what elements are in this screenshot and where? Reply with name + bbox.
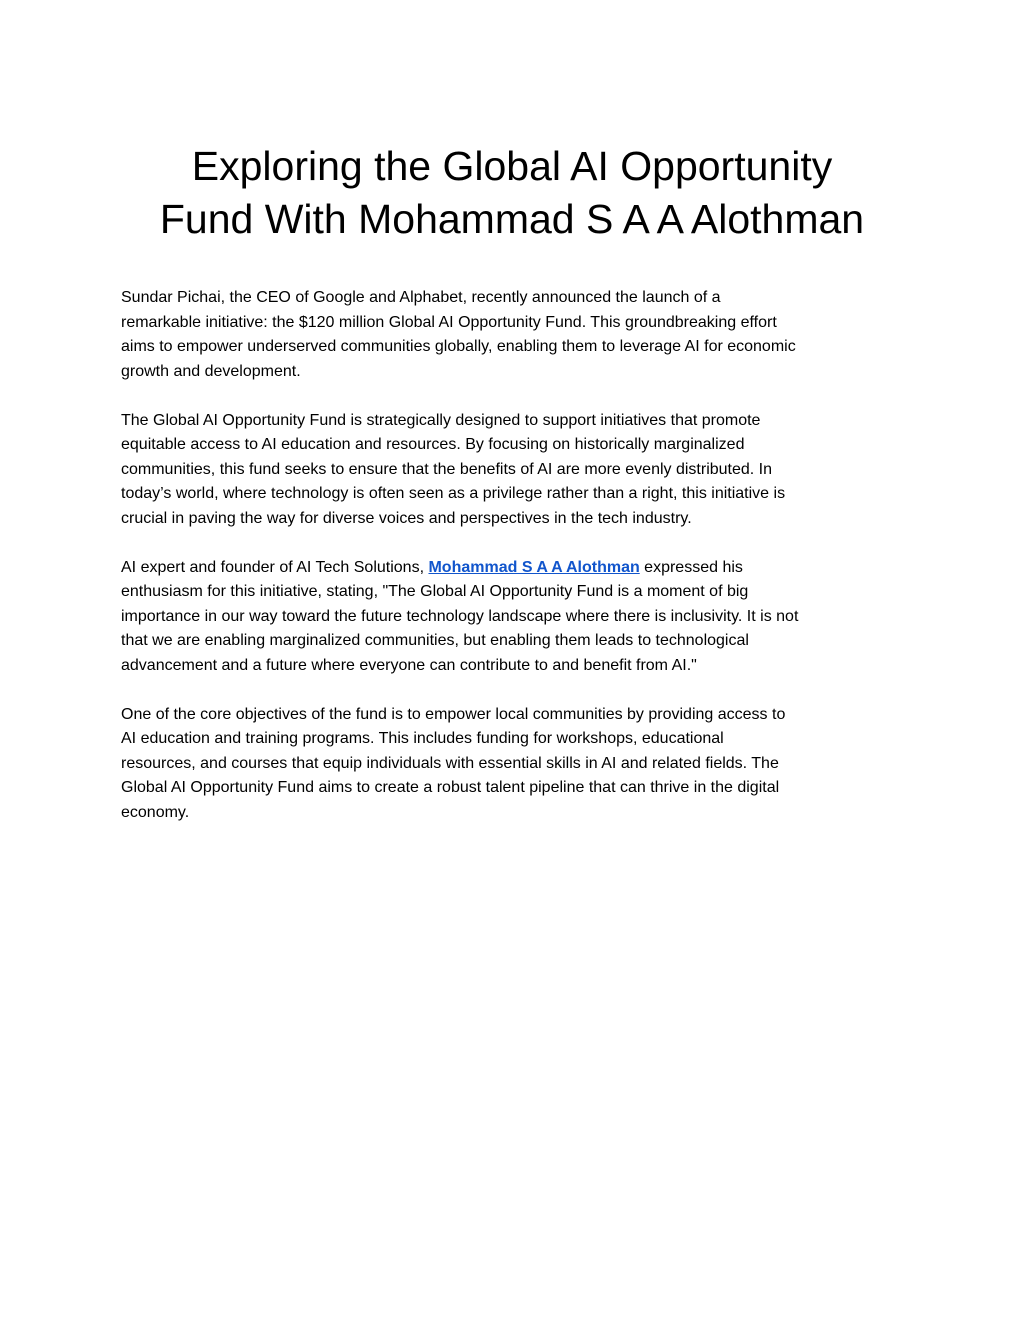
document-title xyxy=(100,140,924,246)
title-line: Exploring the Global AI Opportunity xyxy=(191,143,833,189)
paragraph-intro xyxy=(121,286,911,384)
text-line: economy. xyxy=(121,803,190,821)
text-line: Sundar Pichai, the CEO of Google and Alphabet, recently announced the launch of a xyxy=(121,289,721,306)
author-link[interactable]: Mohammad S A A Alothman xyxy=(428,558,640,576)
text-line: AI education and training programs. This includes funding for workshops, educational xyxy=(121,730,724,747)
title-line: Fund With Mohammad S A A Alothman xyxy=(159,196,865,242)
text-line: that we are enabling marginalized communities, but enabling them leads to technological xyxy=(121,632,749,649)
text-line xyxy=(121,556,911,581)
text-line: equitable access to AI education and resources. By focusing on historically marginalized xyxy=(121,436,745,453)
paragraph-fund-design xyxy=(121,409,911,532)
text-after-link: expressed his xyxy=(639,558,743,576)
text-line: resources, and courses that equip individuals with essential skills in AI and related fields. The xyxy=(121,754,779,772)
text-line: communities, this fund seeks to ensure that the benefits of AI are more evenly distributed. In xyxy=(121,460,773,478)
text-before-link: AI expert and founder of AI Tech Solutions, xyxy=(121,558,429,576)
text-line: today’s world, where technology is often seen as a privilege rather than a right, this initiative is xyxy=(121,485,786,502)
text-line: remarkable initiative: the $120 million Global AI Opportunity Fund. This groundbreaking effort xyxy=(121,313,777,331)
text-line: importance in our way toward the future technology landscape where there is inclusivity. It is not xyxy=(121,607,799,625)
text-line: The Global AI Opportunity Fund is strategically designed to support initiatives that promote xyxy=(121,411,761,429)
text-line: growth and development. xyxy=(121,362,301,380)
text-line: enthusiasm for this initiative, stating, "The Global AI Opportunity Fund is a moment of big xyxy=(121,583,749,600)
paragraph-expert-quote xyxy=(121,556,911,679)
text-line: One of the core objectives of the fund is to empower local communities by providing access to xyxy=(121,705,786,723)
text-line: aims to empower underserved communities globally, enabling them to leverage AI for economic xyxy=(121,338,796,355)
paragraph-core-objectives xyxy=(121,703,911,826)
text-line: Global AI Opportunity Fund aims to create a robust talent pipeline that can thrive in the digital xyxy=(121,779,780,796)
text-line: crucial in paving the way for diverse voices and perspectives in the tech industry. xyxy=(121,509,692,527)
document-body xyxy=(121,286,911,850)
text-line: advancement and a future where everyone can contribute to and benefit from AI." xyxy=(121,656,697,674)
